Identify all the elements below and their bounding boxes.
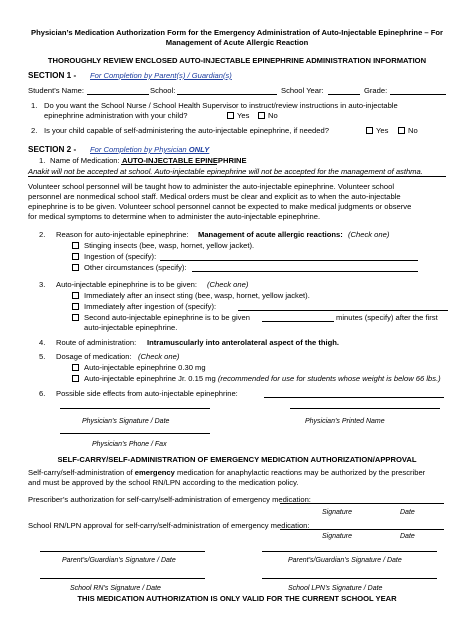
parent-signature-line[interactable] [40, 551, 205, 552]
item1-underline [121, 164, 217, 165]
parent-signature-caption: Parent’s/Guardian’s Signature / Date [62, 557, 176, 564]
item2-opt2-label: Ingestion of (specify): [84, 252, 157, 261]
physician-phone-line[interactable] [60, 433, 210, 434]
volunteer-para-line2: personnel are nonmedical school staff. Medical orders must be clear and explicit as to when the auto-injectable [28, 192, 401, 201]
section2-note [90, 145, 209, 154]
self-carry-heading: SELF-CARRY/SELF-ADMINISTRATION OF EMERGENCY MEDICATION AUTHORIZATION/APPROVAL [57, 455, 417, 464]
prescriber-date-caption: Date [400, 509, 415, 516]
physician-phone-caption: Physician’s Phone / Fax [92, 441, 167, 448]
volunteer-para-line4: for medical symptoms to determine when to administer the auto-injectable epinephrine. [28, 212, 321, 221]
section2-note-prefix: For Completion by Physician [90, 145, 189, 154]
school-year-label: School Year: [281, 86, 324, 95]
physician-printed-name-line[interactable] [290, 408, 440, 409]
item3-opt2-field[interactable] [238, 310, 448, 311]
item3-opt3-line2: auto-injectable epinephrine. [84, 323, 178, 332]
school-lpn-signature-line[interactable] [262, 578, 437, 579]
item1-label: Name of Medication: [50, 156, 120, 165]
q1-yes-checkbox[interactable] [227, 112, 234, 119]
self-carry-para-line1 [28, 468, 425, 477]
q1-yes-label: Yes [237, 111, 250, 120]
item3-label: Auto-injectable epinephrine is to be given: [56, 280, 197, 289]
q2-yes-checkbox[interactable] [366, 127, 373, 134]
student-name-field[interactable] [87, 94, 149, 95]
volunteer-para-line1: Volunteer school personnel will be taught how to administer the auto-injectable epinephrine. Volunteer school [28, 182, 395, 191]
physician-signature-caption: Physician’s Signature / Date [82, 418, 170, 425]
item5-opt2-label [84, 374, 441, 383]
item2-opt1-label: Stinging insects (bee, wasp, hornet, yellow jacket). [84, 241, 255, 250]
parent-signature-caption-2: Parent’s/Guardian’s Signature / Date [288, 557, 402, 564]
rn-approval-signature-line[interactable] [280, 529, 444, 530]
school-label: School: [150, 86, 176, 95]
q1-text-line1: Do you want the School Nurse / School Health Supervisor to instruct/review instructions in auto-injectable [44, 101, 398, 110]
item5-opt2-text: Auto-injectable epinephrine Jr. 0.15 mg [84, 374, 216, 383]
item6-field[interactable] [264, 397, 444, 398]
review-notice: THOROUGHLY REVIEW ENCLOSED AUTO-INJECTABLE EPINEPHRINE ADMINISTRATION INFORMATION [47, 56, 427, 65]
item2-label: Reason for auto-injectable epinephrine: [56, 230, 189, 239]
q1-no-label: No [268, 111, 278, 120]
item2-number: 2. [39, 230, 46, 239]
item2-opt3-checkbox[interactable] [72, 264, 79, 271]
item3-opt3-checkbox[interactable] [72, 314, 79, 321]
self-carry-para-b: medication for anaphylactic reactions may be authorized by the prescriber [174, 468, 426, 477]
q2-number: 2. [31, 126, 38, 135]
physician-signature-line[interactable] [60, 408, 210, 409]
physician-printed-name-caption: Physician’s Printed Name [305, 418, 385, 425]
item6-label: Possible side effects from auto-injectable epinephrine: [56, 389, 238, 398]
item3-opt3-text-a: Second auto-injectable epinephrine is to be given [84, 313, 250, 322]
parent-signature-line-2[interactable] [262, 551, 437, 552]
prescriber-signature-line[interactable] [280, 503, 444, 504]
student-name-label: Student’s Name: [28, 86, 85, 95]
item3-check-note: (Check one) [207, 280, 249, 289]
q2-no-checkbox[interactable] [398, 127, 405, 134]
item2-opt3-label: Other circumstances (specify): [84, 263, 187, 272]
item2-check-note: (Check one) [348, 230, 390, 239]
q1-text-line2: epinephrine administration with your child? [44, 111, 188, 120]
item2-opt2-checkbox[interactable] [72, 253, 79, 260]
volunteer-para-line3: epinephrine is to be given. Volunteer school personnel cannot be expected to make medical judgments or observe [28, 202, 412, 211]
grade-label: Grade: [364, 86, 388, 95]
item5-number: 5. [39, 352, 46, 361]
item1-number: 1. [39, 156, 46, 165]
rn-signature-caption: Signature [322, 533, 352, 540]
q1-no-checkbox[interactable] [258, 112, 265, 119]
item3-opt2-checkbox[interactable] [72, 303, 79, 310]
section2-note-only: ONLY [188, 145, 210, 154]
prescriber-signature-caption: Signature [322, 509, 352, 516]
item2-opt1-checkbox[interactable] [72, 242, 79, 249]
item4-number: 4. [39, 338, 46, 347]
school-lpn-signature-caption: School LPN’s Signature / Date [288, 585, 383, 592]
q2-text: Is your child capable of self-administering the auto-injectable epinephrine, if needed? [44, 126, 329, 135]
section1-note: For Completion by Parent(s) / Guardian(s) [90, 71, 232, 80]
school-year-field[interactable] [328, 94, 360, 95]
item1-value: AUTO-INJECTABLE EPINEPHRINE [122, 156, 247, 165]
item6-number: 6. [39, 389, 46, 398]
school-field[interactable] [177, 94, 277, 95]
item2-opt2-field[interactable] [160, 260, 418, 261]
section1-heading: SECTION 1 - [28, 71, 77, 80]
item2-opt3-field[interactable] [192, 271, 418, 272]
item5-opt2-note: (recommended for use for students whose weight is below 66 lbs.) [217, 374, 441, 383]
school-rn-signature-line[interactable] [40, 578, 205, 579]
self-carry-para-line2: and must be approved by the school RN/LPN according to the medication policy. [28, 478, 299, 487]
item4-value: Intramuscularly into anterolateral aspect of the thigh. [147, 338, 339, 347]
item3-minutes-field[interactable] [262, 321, 334, 322]
q2-no-label: No [408, 126, 418, 135]
item3-opt1-checkbox[interactable] [72, 292, 79, 299]
q2-yes-label: Yes [376, 126, 389, 135]
q1-number: 1. [31, 101, 38, 110]
item2-bold: Management of acute allergic reactions: [198, 230, 343, 239]
form-title-line1: Physician’s Medication Authorization Form for the Emergency Administration of Auto-Injectable Epinephrine – For [31, 28, 443, 37]
form-title-line2: Management of Acute Allergic Reaction [165, 38, 309, 47]
item5-check-note: (Check one) [138, 352, 180, 361]
rn-date-caption: Date [400, 533, 415, 540]
grade-field[interactable] [390, 94, 446, 95]
self-carry-para-bold: emergency [134, 468, 175, 477]
item5-opt1-label: Auto-injectable epinephrine 0.30 mg [84, 363, 206, 372]
item3-number: 3. [39, 280, 46, 289]
school-rn-signature-caption: School RN’s Signature / Date [70, 585, 161, 592]
anakit-note-underline [28, 176, 446, 177]
item3-opt3-text-b: minutes (specify) after the first [336, 313, 438, 322]
section2-heading: SECTION 2 - [28, 145, 77, 154]
item4-label: Route of administration: [56, 338, 137, 347]
validity-footer: THIS MEDICATION AUTHORIZATION IS ONLY VALID FOR THE CURRENT SCHOOL YEAR [77, 594, 397, 603]
item5-opt2-checkbox[interactable] [72, 375, 79, 382]
self-carry-para-a: Self-carry/self-administration of [28, 468, 135, 477]
item5-opt1-checkbox[interactable] [72, 364, 79, 371]
item5-label: Dosage of medication: [56, 352, 132, 361]
rn-approval-label: School RN/LPN approval for self-carry/self-administration of emergency medication: [28, 521, 310, 530]
prescriber-label: Prescriber’s authorization for self-carry/self-administration of emergency medication: [28, 495, 311, 504]
anakit-note: Anakit will not be accepted at school. Auto-injectable epinephrine will not be accepted for the management of asthma. [28, 167, 423, 176]
item3-opt2-label: Immediately after ingestion of (specify): [84, 302, 217, 311]
item3-opt1-label: Immediately after an insect sting (bee, wasp, hornet, yellow jacket). [84, 291, 310, 300]
